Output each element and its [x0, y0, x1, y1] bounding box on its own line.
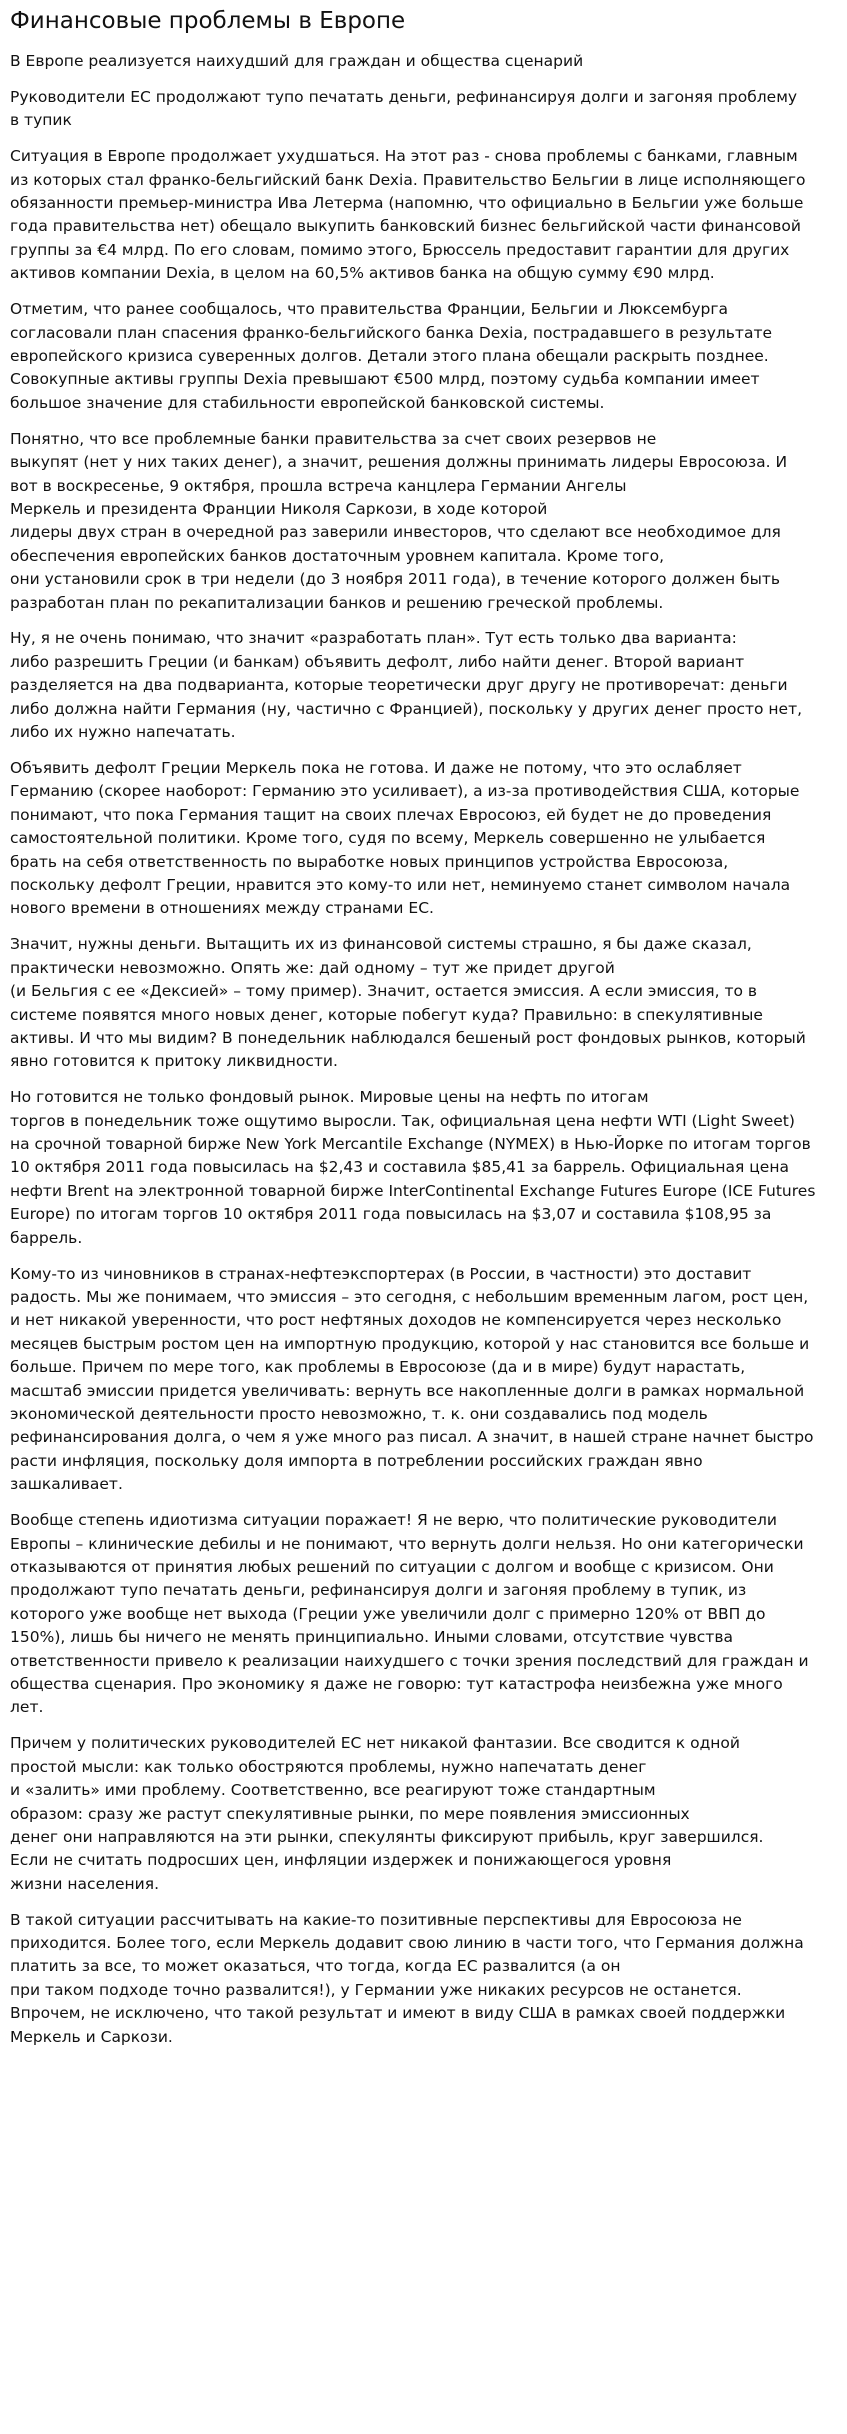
- article-paragraph: Ну, я не очень понимаю, что значит «разработать план». Тут есть только два варианта: либо разрешить Греции (и банкам) объявить дефолт, либо найти денег. Второй вариант разделяется на два подварианта, которые теоретически друг другу не противоречат: деньги либо должна найти Германия (ну, частично с Францией), поскольку у других денег просто нет, либо их нужно напечатать.: [10, 629, 803, 742]
- article-paragraph: Отметим, что ранее сообщалось, что правительства Франции, Бельгии и Люксембурга согласовали план спасения франко-бельгийского банка Dexia, пострадавшего в результате европейского кризиса суверенных долгов. Детали этого плана обещали раскрыть позднее. Совокупные активы группы Dexia превышают €500 млрд, поэтому судьба компании имеет большое значение для стабильности европейской банковской системы.: [10, 300, 773, 412]
- article-paragraph: Но готовится не только фондовый рынок. Мировые цены на нефть по итогам торгов в понедельник тоже ощутимо выросли. Так, официальная цена нефти WTI (Light Sweet) на срочной товарной бирже New York Mercantile Exchange (NYMEX) в Нью-Йорке по итогам торгов 10 октября 2011 года повысилась на $2,43 и составила $85,41 за баррель. Официальная цена нефти Brent на электронной товарной бирже InterContinental Exchange Futures Europe (ICE Futures Europe) по итогам торгов 10 октября 2011 года повысилась на $3,07 и составила $108,95 за баррель.: [10, 1088, 816, 1247]
- article-title: Финансовые проблемы в Европе: [10, 8, 406, 34]
- article-paragraph: Значит, нужны деньги. Вытащить их из финансовой системы страшно, я бы даже сказал, практически невозможно. Опять же: дай одному – тут же придет другой (и Бельгия с ее «Дексией» – тому пример). Значит, остается эмиссия. А если эмиссия, то в системе появятся много новых денег, которые побегут куда? Правильно: в спекулятивные активы. И что мы видим? В понедельник наблюдался бешеный рост фондовых рынков, который явно готовится к притоку ликвидности.: [10, 935, 806, 1071]
- article-lead: В Европе реализуется наихудший для граждан и общества сценарий: [10, 52, 584, 70]
- article-paragraph: Понятно, что все проблемные банки правительства за счет своих резервов не выкупят (нет у них таких денег), а значит, решения должны принимать лидеры Евросоюза. И вот в воскресенье, 9 октября, прошла встреча канцлера Германии Ангелы Меркель и президента Франции Николя Саркози, в ходе которой лидеры двух стран в очередной раз заверили инвесторов, что сделают все необходимое для обеспечения европейских банков достаточным уровнем капитала. Кроме того, они установили срок в три недели (до 3 ноября 2011 года), в течение которого должен быть разработан план по рекапитализации банков и решению греческой проблемы.: [10, 429, 788, 612]
- article-paragraph: Объявить дефолт Греции Меркель пока не готова. И даже не потому, что это ослабляет Германию (скорее наоборот: Германию это усиливает), а из-за противодействия США, которые понимают, что пока Германия тащит на своих плечах Евросоюз, ей будет не до проведения самостоятельной политики. Кроме того, судя по всему, Меркель совершенно не улыбается брать на себя ответственность по выработке новых принципов устройства Евросоюза, поскольку дефолт Греции, нравится это кому-то или нет, неминуемо станет символом начала нового времени в отношениях между странами ЕС.: [10, 758, 800, 918]
- article-paragraph: Кому-то из чиновников в странах-нефтеэкспортерах (в России, в частности) это доставит радость. Мы же понимаем, что эмиссия – это сегодня, с небольшим временным лагом, рост цен, и нет никакой уверенности, что рост нефтяных доходов не компенсируется через несколько месяцев быстрым ростом цен на импортную продукцию, которой у нас становится все больше и больше. Причем по мере того, как проблемы в Евросоюзе (да и в мире) будут нарастать, масштаб эмиссии придется увеличивать: вернуть все накопленные долги в рамках нормальной экономической деятельности просто невозможно, т. к. они создавались под модель рефинансирования долга, о чем я уже много раз писал. А значит, в нашей стране начнет быстро расти инфляция, поскольку доля импорта в потреблении российских граждан явно зашкаливает.: [10, 1264, 814, 1494]
- article-paragraph: Причем у политических руководителей ЕС нет никакой фантазии. Все сводится к одной простой мысли: как только обостряются проблемы, нужно напечатать денег и «залить» ими проблему. Соответственно, все реагируют тоже стандартным образом: сразу же растут спекулятивные рынки, по мере появления эмиссионных денег они направляются на эти рынки, спекулянты фиксируют прибыль, круг завершился. Если не считать подросших цен, инфляции издержек и понижающегося уровня жизни населения.: [10, 1734, 764, 1893]
- article-paragraph: Ситуация в Европе продолжает ухудшаться. На этот раз - снова проблемы с банками, главным из которых стал франко-бельгийский банк Dexia. Правительство Бельгии в лице исполняющего обязанности премьер-министра Ива Летерма (напомню, что официально в Бельгии уже больше года правительства нет) обещало выкупить банковский бизнес бельгийской части финансовой группы за €4 млрд. По его словам, помимо этого, Брюссель предоставит гарантии для других активов компании Dexia, в целом на 60,5% активов банка на общую сумму €90 млрд.: [10, 147, 806, 283]
- article-subtitle: Руководители ЕС продолжают тупо печатать деньги, рефинансируя долги и загоняя проблему в тупик: [10, 87, 798, 130]
- article-paragraph: Вообще степень идиотизма ситуации поражает! Я не верю, что политические руководители Европы – клинические дебилы и не понимают, что вернуть долги нельзя. Но они категорически отказываются от принятия любых решений по ситуации с долгом и вообще с кризисом. Они продолжают тупо печатать деньги, рефинансируя долги и загоняя проблему в тупик, из которого уже вообще нет выхода (Греции уже увеличили долг с примерно 120% от ВВП до 150%), лишь бы ничего не менять принципиально. Иными словами, отсутствие чувства ответственности привело к реализации наихудшего с точки зрения последствий для граждан и общества сценария. Про экономику я даже не говорю: тут катастрофа неизбежна уже много лет.: [10, 1511, 809, 1717]
- article-paragraph: В такой ситуации рассчитывать на какие-то позитивные перспективы для Евросоюза не приходится. Более того, если Меркель додавит свою линию в части того, что Германия должна платить за все, то может оказаться, что тогда, когда ЕС развалится (а он при таком подходе точно развалится!), у Германии уже никаких ресурсов не останется. Впрочем, не исключено, что такой результат и имеют в виду США в рамках своей поддержки Меркель и Саркози.: [10, 1910, 804, 2046]
